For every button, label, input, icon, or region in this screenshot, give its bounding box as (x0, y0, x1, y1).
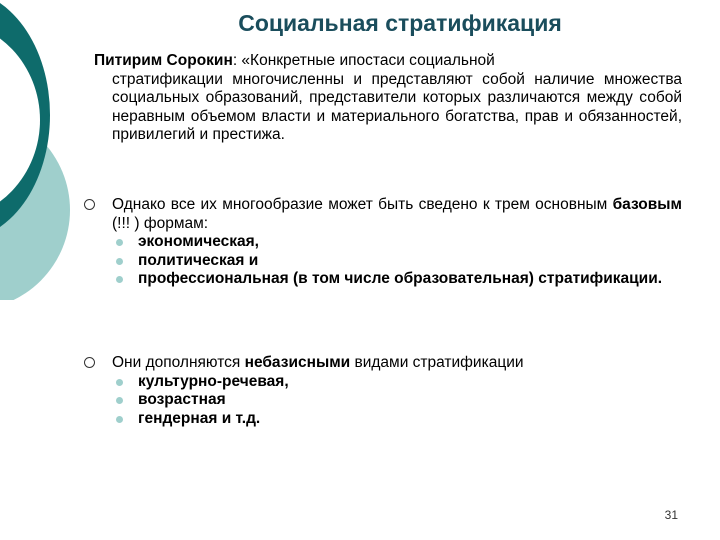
slide-title: Социальная стратификация (238, 10, 562, 36)
intro-paragraph (90, 52, 682, 145)
list-item: профессиональная (в том числе образовательная) стратификации. (112, 270, 682, 289)
dot-bullet-icon (116, 397, 123, 404)
hollow-circle-bullet-icon (84, 199, 95, 210)
bullet-block-2 (90, 354, 682, 428)
list-item: возрастная (112, 391, 682, 410)
list-item: политическая и (112, 252, 682, 271)
intro-first-line: : «Конкретные ипостаси социальной (232, 52, 495, 69)
bullet-2-text-after: видами стратификации (350, 354, 524, 371)
bullet-text-2 (112, 354, 682, 428)
dot-bullet-icon (116, 276, 123, 283)
bullet-1-text-after: (!!! ) формам: (112, 214, 209, 232)
list-item: гендерная и т.д. (112, 410, 682, 429)
bullet-1-bold: базовым (612, 196, 682, 213)
bullet-text-1 (112, 196, 682, 289)
dot-bullet-icon (116, 379, 123, 386)
hollow-circle-bullet-icon (84, 357, 95, 368)
bullet-block-1 (90, 196, 682, 289)
decorative-circles (0, 0, 90, 300)
bullet-2-text-before: Они дополняются (112, 354, 245, 371)
dot-bullet-icon (116, 416, 123, 423)
page-number: 31 (664, 508, 678, 522)
sub-list-2 (112, 373, 682, 429)
list-item: экономическая, (112, 233, 682, 252)
bullet-1-text-before: Однако все их многообразие может быть сведено к трем основным (112, 196, 613, 213)
bullet-2-bold: небазисными (244, 354, 351, 371)
author-name: Питирим Сорокин (94, 52, 233, 69)
dot-bullet-icon (116, 239, 123, 246)
list-item: культурно-речевая, (112, 373, 682, 392)
intro-rest: стратификации многочисленны и представляют собой наличие множества социальных образований, представители которых различаются между собой неравным объемом власти и материального богатства, прав и обязанностей, привилегий и престижа. (112, 70, 682, 143)
dot-bullet-icon (116, 258, 123, 265)
sub-list-1 (112, 233, 682, 289)
